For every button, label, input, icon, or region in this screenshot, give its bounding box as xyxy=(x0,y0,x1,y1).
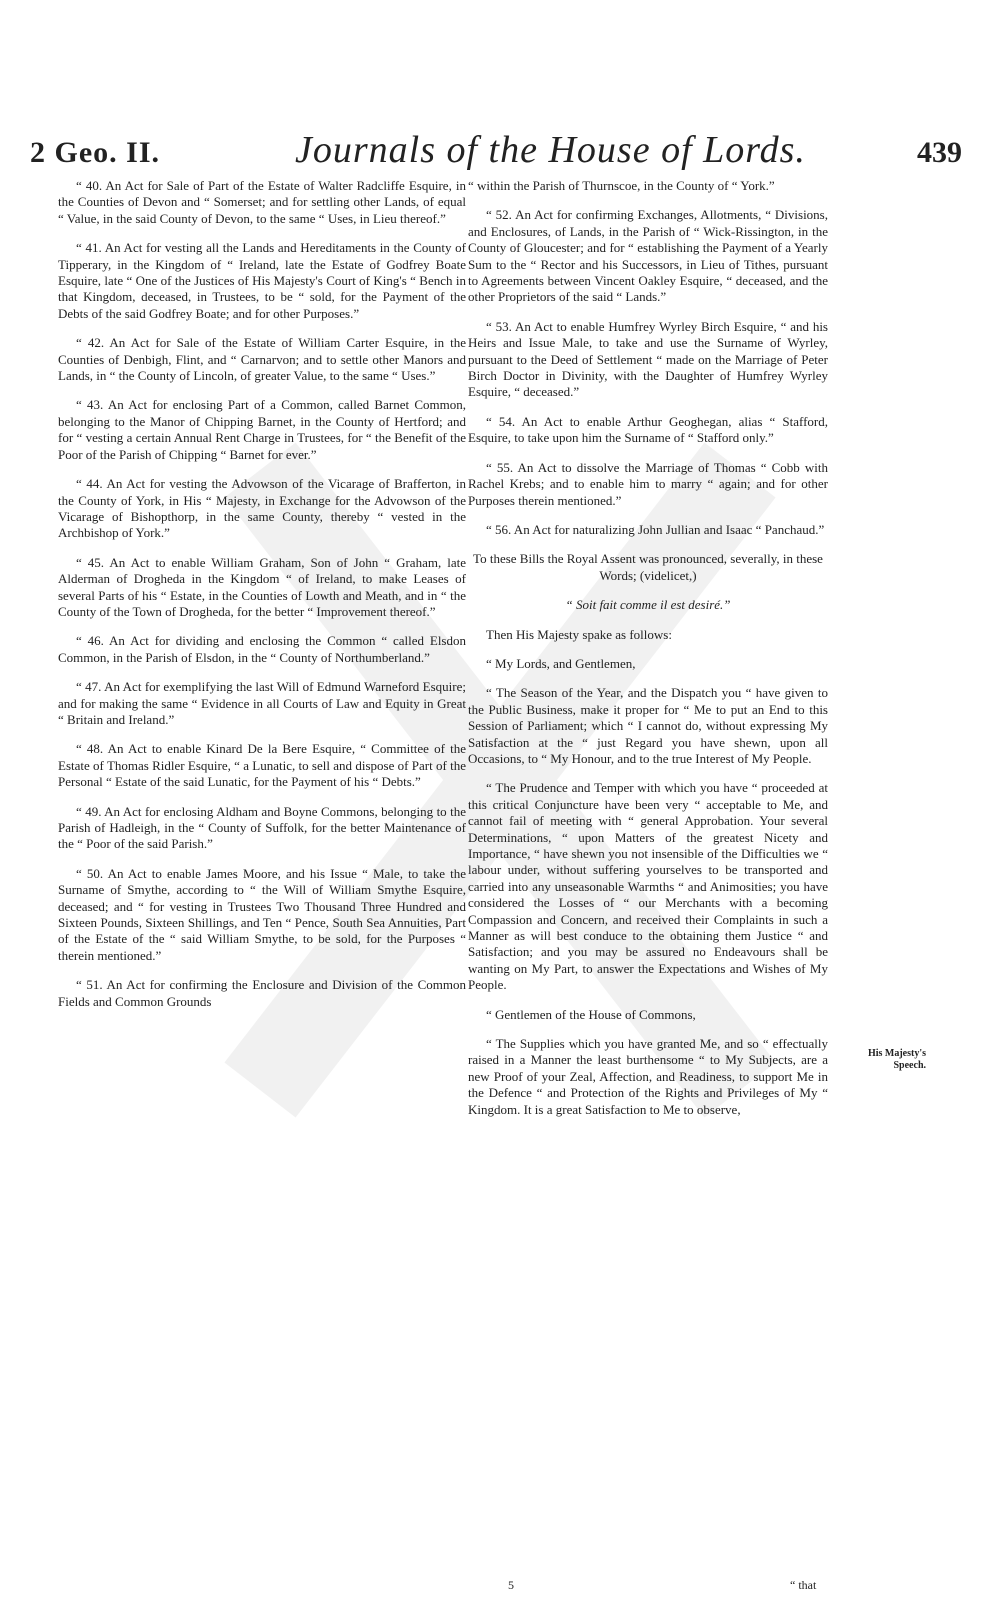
act-50: “ 50. An Act to enable James Moore, and his Issue “ Male, to take the Surname of Smythe, according to “ the Will of William Smythe Esquire, deceased; and “ for vesting in Trustees Two Thousand Three Hundred and Sixteen Pounds, Sixteen Shillings, and Ten “ Pence, South Sea Annuities, Part of the Estate of the “ said William Smythe, to be sold, for the Purposes “ therein mentioned.” xyxy=(58,865,466,963)
right-column xyxy=(468,178,828,1131)
speech-paragraph-2: “ The Prudence and Temper with which you have “ proceeded at this critical Conjuncture have been very “ acceptable to Me, and cannot fail of meeting with “ general Approbation. Your several Determinations, “ upon Matters of the greatest Nicety and Importance, “ have shewn you not insensible of the Difficulties we “ labour under, without suffering yourselves to be transported and carried into any unseasonable Warmths “ and Animosities; you have considered the Losses of “ our Merchants with a becoming Compassion and Concern, and received their Complaints in such a Manner as will best conduce to the obtaining them Justice “ and Satisfaction; and you may be assured no Endeavours shall be wanting on My Part, to answer the Expectations and Wishes of My People. xyxy=(468,780,828,993)
act-49: “ 49. An Act for enclosing Aldham and Boyne Commons, belonging to the Parish of Hadleigh, in the “ County of Suffolk, for the better Maintenance of the “ Poor of the said Parish.” xyxy=(58,803,466,852)
royal-assent-formula: “ Soit fait comme il est desiré.” xyxy=(565,597,731,613)
speech-intro: Then His Majesty spake as follows: xyxy=(486,626,672,642)
catchword: “ that xyxy=(790,1578,817,1592)
speech-paragraph-1: “ The Season of the Year, and the Dispatch you “ have given to the Public Business, make it proper for “ Me to put an End to this Session of Parliament; which “ I cannot do, without expressing My Satisfaction at the “ just Regard you have shewn, upon all Occasions, to “ My Honour, and to the true Interest of My People. xyxy=(468,685,828,766)
act-41: “ 41. An Act for vesting all the Lands and Hereditaments in the County of Tipperary, in the Kingdom of “ Ireland, late the Estate of Godfrey Boate Esquire, late “ One of the Justices of His Majesty's Court of King's “ Bench in that Kingdom, deceased, in Trustees, to be “ sold, for the Payment of the Debts of the said Godfrey Boate; and for other Purposes.” xyxy=(58,240,466,321)
speech-address-commons: “ Gentlemen of the House of Commons, xyxy=(486,1006,696,1022)
speech-paragraph-3: “ The Supplies which you have granted Me, and so “ effectually raised in a Manner the least burthensome “ to My Subjects, are a new Proof of your Zeal, Affection, and Readiness, to support Me in the Defence “ and Protection of the Rights and Privileges of My “ Kingdom. It is a great Satisfaction to Me to observe, xyxy=(468,1036,828,1117)
act-46: “ 46. An Act for dividing and enclosing the Common “ called Elsdon Common, in the Parish of Elsdon, in the “ County of Northumberland.” xyxy=(58,633,466,665)
marginal-note: His Majesty's Speech. xyxy=(867,1048,926,1071)
act-56: “ 56. An Act for naturalizing John Jullian and Isaac “ Panchaud.” xyxy=(486,521,825,537)
act-52: “ 52. An Act for confirming Exchanges, Allotments, “ Divisions, and Enclosures, of Lands, in the Parish of “ Wick-Rissington, in the County of Gloucester; and for “ establishing the Payment of a Yearly Sum to the “ Rector and his Successors, in Lieu of Tithes, pursuant to Agreements between Vincent Oakley Esquire, “ deceased, and the other Proprietors of the said “ Lands.” xyxy=(468,207,828,305)
act-45: “ 45. An Act to enable William Graham, Son of John “ Graham, late Alderman of Drogheda in the Kingdom “ of Ireland, to make Leases of several Parts of his “ Estate, in the Counties of Lowth and Meath, and in “ the County of the Town of Drogheda, for the better “ Improvement thereof.” xyxy=(58,554,466,619)
act-55: “ 55. An Act to dissolve the Marriage of Thomas “ Cobb with Rachel Krebs; and to enable him to marry “ again; and for other Purposes therein mentioned.” xyxy=(468,459,828,508)
journal-title: Journals of the House of Lords. xyxy=(295,129,806,171)
act-43: “ 43. An Act for enclosing Part of a Common, called Barnet Common, belonging to the Manor of Chipping Barnet, in the County of Hertford; and for “ vesting a certain Annual Rent Charge in Trustees, for “ the Benefit of the Poor of the Parish of Chipping “ Barnet for ever.” xyxy=(58,397,466,462)
act-54: “ 54. An Act to enable Arthur Geoghegan, alias “ Stafford, Esquire, to take upon him the Surname of “ Stafford only.” xyxy=(468,413,828,446)
act-51: “ 51. An Act for confirming the Enclosure and Division of the Common Fields and Common Grounds xyxy=(58,977,466,1009)
act-42: “ 42. An Act for Sale of the Estate of William Carter Esquire, in the Counties of Denbigh, Flint, and “ Carnarvon; and to settle other Manors and Lands, in “ the County of Lincoln, of greater Value, to the same “ Uses.” xyxy=(58,335,466,384)
act-40: “ 40. An Act for Sale of Part of the Estate of Walter Radcliffe Esquire, in the Counties of Devon and “ Somerset; and for settling other Lands, of equal “ Value, in the said County of Devon, to the same “ Uses, in Lieu thereof.” xyxy=(58,178,466,226)
page-header xyxy=(30,128,970,178)
regnal-year: 2 Geo. II. xyxy=(30,136,160,169)
signature-mark: 5 xyxy=(508,1578,514,1592)
left-column xyxy=(58,178,466,1023)
act-44: “ 44. An Act for vesting the Advowson of the Vicarage of Brafferton, in the County of York, in His “ Majesty, in Exchange for the Advowson of the Vicarage of Bishopthorp, in the same County, thereby “ vested in the Archbishop of York.” xyxy=(58,476,466,541)
page-number: 439 xyxy=(917,136,962,169)
act-48: “ 48. An Act to enable Kinard De la Bere Esquire, “ Committee of the Estate of Thomas Ridler Esquire, “ a Lunatic, to sell and dispose of Part of the Personal “ Estate of the said Lunatic, for the Payment of his “ Debts.” xyxy=(58,741,466,790)
act-51-continued: “ within the Parish of Thurnscoe, in the County of “ York.” xyxy=(468,178,775,193)
act-53: “ 53. An Act to enable Humfrey Wyrley Birch Esquire, “ and his Heirs and Issue Male, to take and use the Surname of Wyrley, pursuant to the Deed of Settlement “ made on the Marriage of Peter Birch Doctor in Divinity, with the Daughter of Humfrey Wyrley Esquire, “ deceased.” xyxy=(468,318,828,400)
act-47: “ 47. An Act for exemplifying the last Will of Edmund Warneford Esquire; and for making the same “ Evidence in all Courts of Law and Equity in Great “ Britain and Ireland.” xyxy=(58,679,466,727)
royal-assent-note: To these Bills the Royal Assent was pronounced, severally, in these Words; (videlicet,) xyxy=(473,551,823,583)
speech-address-lords: “ My Lords, and Gentlemen, xyxy=(486,655,636,671)
